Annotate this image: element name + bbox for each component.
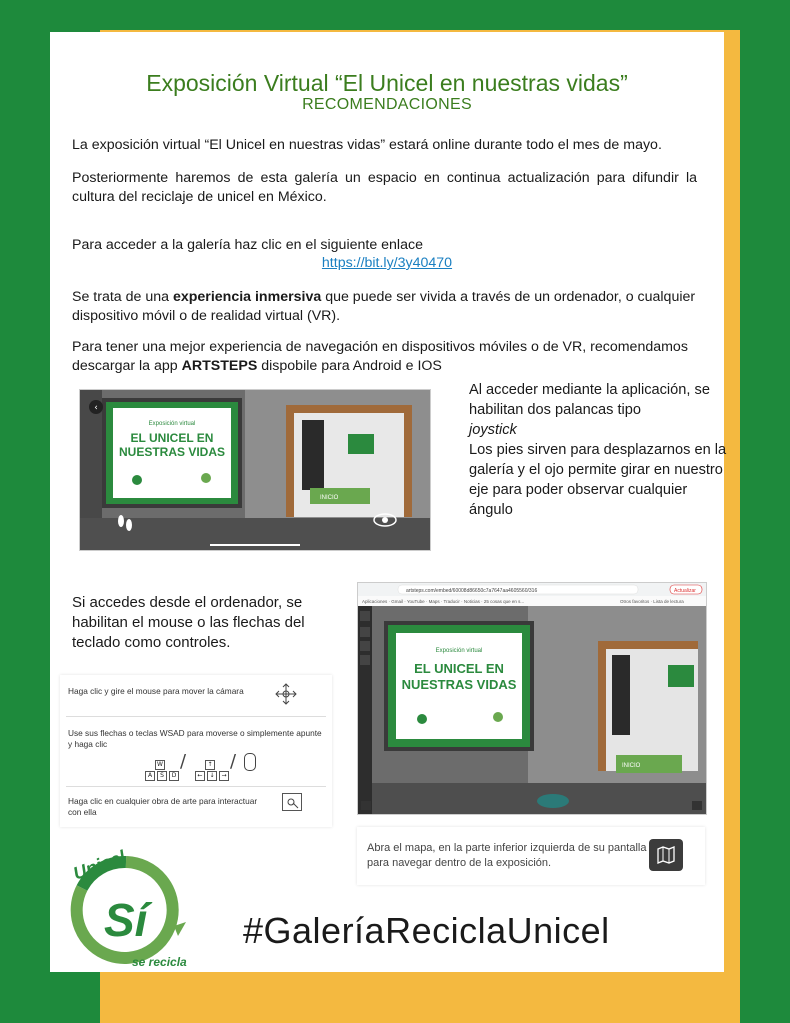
svg-text:Unicel: Unicel [70, 846, 129, 884]
map-info-text: Abra el mapa, en la parte inferior izquierda de su pantalla para navegar dentro de la exposición. [367, 842, 647, 869]
mobile-description: Al acceder mediante la aplicación, se habilitan dos palancas tipo joystick Los pies sirven para desplazarnos en la galería y el ojo permite girar en nuestro eje para poder observar cualquier ángulo [469, 382, 727, 518]
control-mouse-text: Haga clic y gire el mouse para mover la cámara [68, 686, 244, 696]
paragraph-app: Para tener una mejor experiencia de navegación en dispositivos móviles o de VR, recomendamos descargar la app ARTSTEPS dispobile para Android e IOS [72, 339, 688, 374]
desktop-browser-screenshot [357, 582, 707, 815]
map-icon[interactable] [649, 839, 683, 871]
svg-text:se recicla: se recicla [132, 955, 187, 969]
map-info-panel [357, 827, 705, 885]
page-subtitle: RECOMENDACIONES [302, 96, 472, 113]
paragraph-update: Posteriormente haremos de esta galería un espacio en continua actualización para difundir la cultura del reciclaje de unicel en México. [72, 170, 697, 205]
mobile-app-screenshot [79, 389, 431, 551]
control-artwork-text: Haga clic en cualquier obra de arte para interactuar con ella [68, 796, 258, 817]
paragraph-access: Para acceder a la galería haz clic en el siguiente enlace [72, 237, 423, 253]
controls-panel [60, 675, 332, 827]
svg-text:NUESTRAS VIDAS: NUESTRAS VIDAS [401, 677, 517, 692]
gallery-link[interactable]: https://bit.ly/3y40470 [321, 255, 453, 271]
unicel-si-se-recicla-logo [56, 844, 196, 972]
hashtag: #GaleríaReciclaUnicel [243, 910, 610, 951]
svg-text:artsteps.com/embed/60008d86650: artsteps.com/embed/60008d86650c7a7647aa4605560/316 [406, 588, 538, 594]
page-title: Exposición Virtual “El Unicel en nuestras vidas” [146, 70, 628, 96]
svg-text:Exposición virtual: Exposición virtual [148, 421, 196, 427]
svg-text:‹: ‹ [94, 403, 98, 413]
svg-text:INICIO: INICIO [320, 495, 339, 501]
paragraph-immersive: Se trata de una experiencia inmersiva que puede ser vivida a través de un ordenador, o cualquier dispositivo móvil o de realidad virtual (VR). [72, 289, 696, 324]
svg-text:Actualizar: Actualizar [674, 588, 696, 594]
desktop-intro: Si accedes desde el ordenador, se habilitan el mouse o las flechas del teclado como controles. [72, 594, 305, 651]
gallery-link-line [50, 255, 724, 271]
control-keys-text: Use sus flechas o teclas WSAD para moverse o simplemente apunte y haga clic [68, 728, 322, 749]
mouse-icon [244, 753, 256, 771]
artwork-click-icon [282, 793, 302, 811]
svg-text:Otros favoritos · Lista de lec: Otros favoritos · Lista de lectura [620, 599, 684, 604]
svg-text:NUESTRAS VIDAS: NUESTRAS VIDAS [118, 445, 226, 459]
svg-text:Sí: Sí [104, 894, 148, 946]
svg-text:EL UNICEL EN: EL UNICEL EN [130, 431, 214, 445]
svg-text:Aplicaciones · Gmail · YouTube: Aplicaciones · Gmail · YouTube · Maps · Traducir · Noticias · 25 cosas que en s... [362, 599, 525, 604]
svg-text:INICIO: INICIO [622, 763, 641, 769]
svg-text:Exposición virtual: Exposición virtual [435, 648, 483, 654]
keyboard-keys-icon: W A S D / ↑ ← ↓ → / [140, 751, 270, 777]
move-arrows-icon [274, 682, 298, 706]
paragraph-online: La exposición virtual “El Unicel en nuestras vidas” estará online durante todo el mes de mayo. [72, 137, 662, 153]
document-page [50, 32, 727, 972]
svg-text:EL UNICEL EN: EL UNICEL EN [414, 661, 504, 676]
